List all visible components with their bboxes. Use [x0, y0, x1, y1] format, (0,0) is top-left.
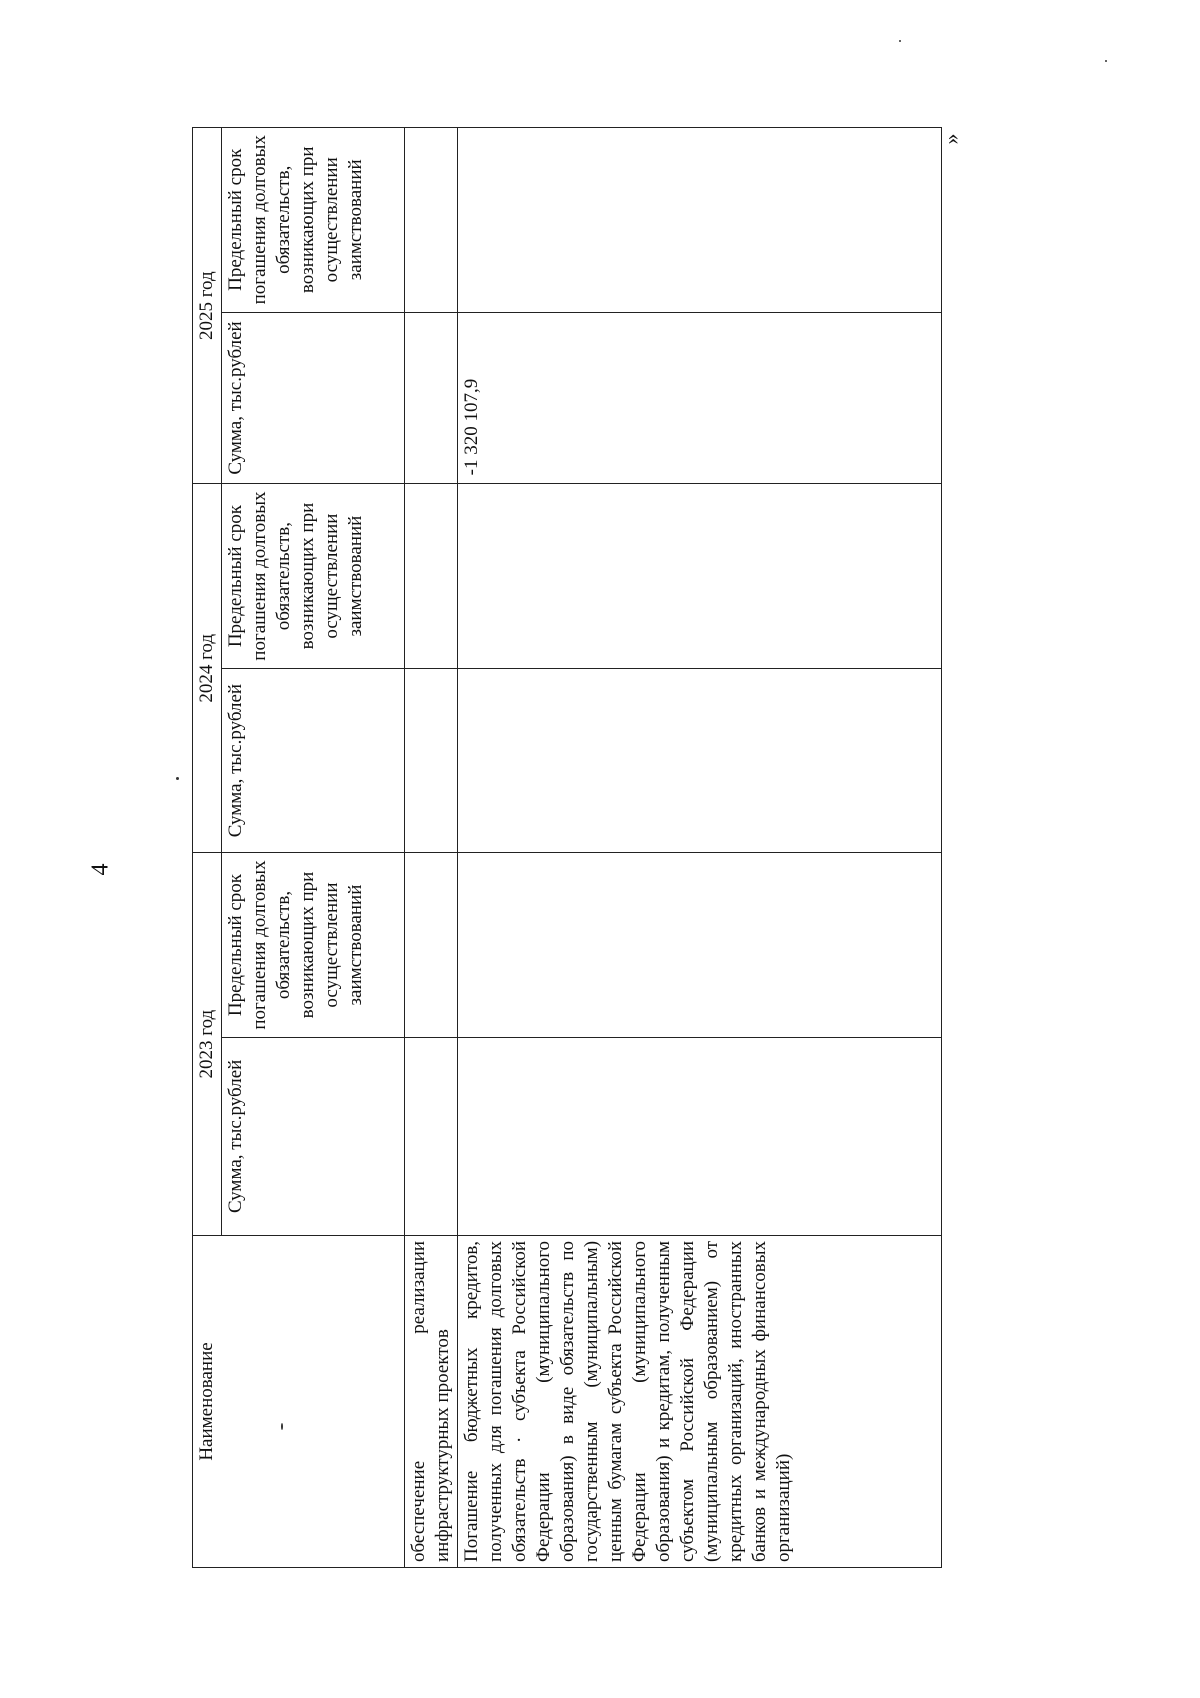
column-header-name: Наименование	[193, 1235, 405, 1567]
column-header-year-2024: 2024 год	[193, 484, 222, 853]
row-term-2025	[405, 128, 458, 313]
row-sum-2025	[405, 312, 458, 484]
scan-dot	[176, 777, 179, 780]
table-row	[458, 128, 942, 1568]
borrowing-table-rotated	[192, 127, 942, 1568]
row-sum-2023	[458, 1037, 942, 1235]
subheader-term-2024: Предельный срок погашения долговых обязательств, возникающих при осуществлении заимствований	[222, 484, 405, 668]
row-sum-2025: -1 320 107,9	[458, 312, 942, 484]
column-header-year-2023: 2023 год	[193, 853, 222, 1236]
subheader-sum-2024: Сумма, тыс.рублей	[222, 668, 405, 852]
row-term-2023	[405, 853, 458, 1037]
column-header-year-2025: 2025 год	[193, 128, 222, 484]
subheader-term-2023: Предельный срок погашения долговых обязательств, возникающих при осуществлении заимствований	[222, 853, 405, 1037]
table-row	[405, 128, 458, 1568]
row-term-2023	[458, 853, 942, 1037]
borrowing-table	[192, 127, 942, 1568]
row-sum-2024	[405, 668, 458, 852]
scan-dot	[1105, 60, 1107, 62]
subheader-sum-2023: Сумма, тыс.рублей	[222, 1037, 405, 1235]
row-name: обеспечение реализации инфраструктурных проектов	[405, 1235, 458, 1567]
row-name: Погашение бюджетных кредитов, полученных для погашения долговых обязательств · субъекта Российской Федерации (муниципального образования) в виде обязательств по государственным (муниципальным) ценным бумагам субъекта Российской Федерации (муниципального образования) и кредитам, полученным субъектом Российской Федерации (муниципальным образованием) от кредитных организаций, иностранных банков и международных финансовых организаций)	[458, 1235, 942, 1567]
closing-quote-mark: »	[938, 133, 964, 145]
row-sum-2024	[458, 668, 942, 852]
subheader-term-2025: Предельный срок погашения долговых обязательств, возникающих при осуществлении заимствований	[222, 128, 405, 313]
row-term-2024	[458, 484, 942, 668]
subheader-sum-2025: Сумма, тыс.рублей	[222, 312, 405, 484]
scan-dot	[899, 40, 901, 42]
row-term-2025	[458, 128, 942, 313]
page-number: 4	[87, 863, 114, 876]
row-term-2024	[405, 484, 458, 668]
row-sum-2023	[405, 1037, 458, 1235]
